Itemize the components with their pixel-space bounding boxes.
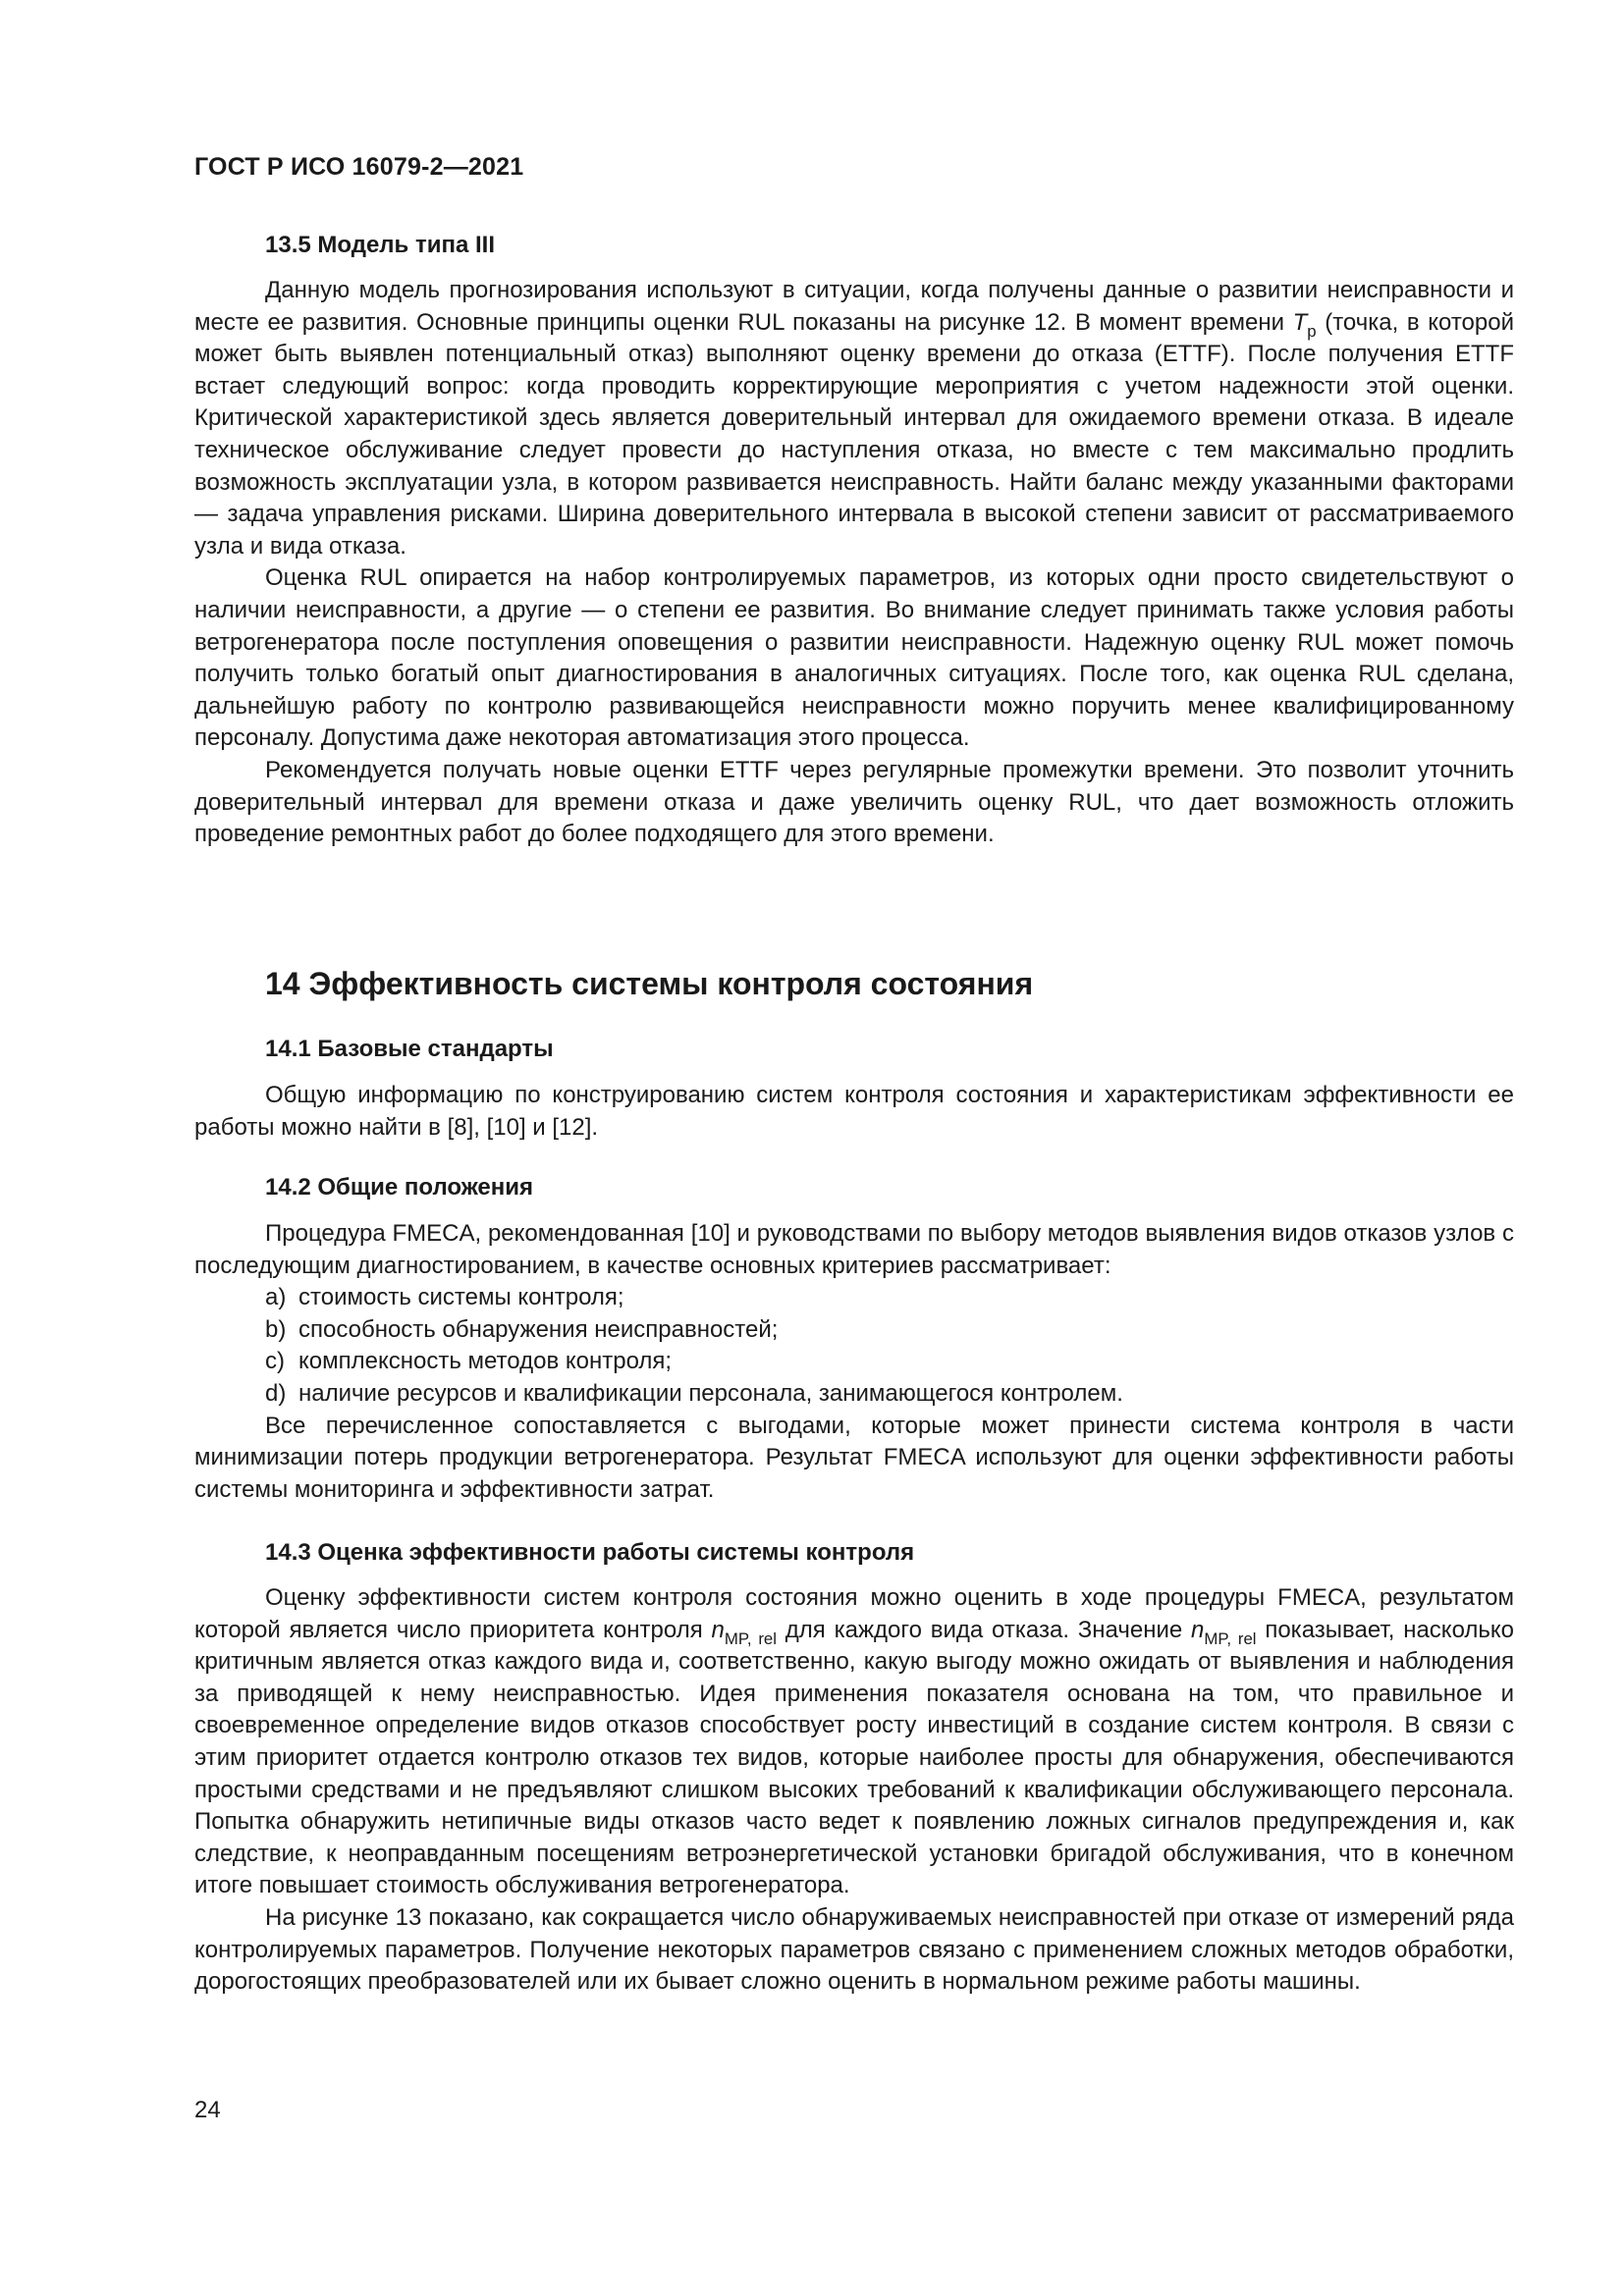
subscript: p [1307, 321, 1317, 341]
paragraph: Общую информацию по конструированию систем контроля состояния и характеристикам эффективности ее работы можно найти в [8], [10] и [12]. [194, 1082, 1514, 1141]
paragraph: Рекомендуется получать новые оценки ETTF через регулярные промежутки времени. Это позволит уточнить доверительный интервал для времени отказа и даже увеличить оценку RUL, что дает возможность отложить проведение ремонтных работ до более подходящего для этого времени. [194, 756, 1514, 848]
variable: T [1292, 308, 1308, 336]
paragraph: Все перечисленное сопоставляется с выгодами, которые может принести система контроля в части минимизации потерь продукции ветрогенератора. Результат FMECA используют для оценки эффективности работы системы мониторинга и эффективности затрат. [194, 1412, 1514, 1503]
subscript: MP, rel [724, 1629, 777, 1648]
paragraph: Оценка RUL опирается на набор контролируемых параметров, из которых одни просто свидетельствуют о наличии неисправности, а другие — о степени ее развития. Во внимание следует принимать также условия работы ветрогенератора после поступления оповещения о развитии неисправности. Надежную оценку RUL может помочь получить только богатый опыт диагностирования в аналогичных ситуациях. После того, как оценка RUL сделана, дальнейшую работу по контролю развивающейся неисправности можно поручить менее квалифицированному персоналу. Допустима даже некоторая автоматизация этого процесса. [194, 564, 1514, 752]
section-14-1-body [194, 1080, 1514, 1144]
variable: n [711, 1616, 725, 1643]
list-item: a) стоимость системы контроля; [265, 1284, 624, 1311]
section-14-1-heading: 14.1 Базовые стандарты [265, 1036, 554, 1062]
paragraph: Оценку эффективности систем контроля состояния можно оценить в ходе процедуры FMECA, результатом которой является число приоритета контроля $n_{MP, rel}$ для каждого вида отказа. Значение $n_{MP, rel}$ показывает, насколько критичным является отказ каждого вида и, соответственно, какую выгоду можно ожидать от выявления и наблюдения за приводящей к нему неисправностью. Идея применения показателя основана на том, что правильное и своевременное определение видов отказов способствует росту инвестиций в создание систем контроля. В связи с этим приоритет отдается контролю отказов тех видов, которые наиболее просты для обнаружения, обеспечиваются простыми средствами и не предъявляют слишком высоких требований к квалификации обслуживающего персонала. Попытка обнаружить нетипичные виды отказов часто ведет к появлению ложных сигналов предупреждения и, как следствие, к неоправданным посещениям ветроэнергетической установки бригадой обслуживания, что в конечном итоге повышает стоимость обслуживания ветрогенератора. [194, 1584, 1515, 1899]
subscript: MP, rel [1204, 1629, 1257, 1648]
paragraph: Процедура FMECA, рекомендованная [10] и руководствами по выбору методов выявления видов отказов узлов с последующим диагностированием, в качестве основных критериев рассматривает: [194, 1220, 1514, 1279]
section-13-5-body [194, 275, 1514, 851]
section-14-heading: 14 Эффективность системы контроля состояния [265, 966, 1034, 1001]
paragraph: На рисунке 13 показано, как сокращается число обнаруживаемых неисправностей при отказе от измерений ряда контролируемых параметров. Получение некоторых параметров связано с применением сложных методов обработки, дорогостоящих преобразователей или их бывает сложно оценить в нормальном режиме работы машины. [194, 1903, 1514, 1996]
section-14-2-heading: 14.2 Общие положения [265, 1174, 534, 1201]
section-14-3-body [194, 1582, 1514, 1999]
section-14-3-heading: 14.3 Оценка эффективности работы системы контроля [265, 1539, 915, 1566]
list-item: b) способность обнаружения неисправностей; [265, 1315, 779, 1343]
section-14-2-body [194, 1218, 1514, 1506]
list-item: d) наличие ресурсов и квалификации персонала, занимающегося контролем. [265, 1379, 1123, 1407]
page-number: 24 [194, 2097, 221, 2123]
paragraph: Данную модель прогнозирования используют в ситуации, когда получены данные о развитии неисправности и месте ее развития. Основные принципы оценки RUL показаны на рисунке 12. В момент времени $T_p$ (точка, в которой может быть выявлен потенциальный отказ) выполняют оценку времени до отказа (ETTF). После получения ETTF встает следующий вопрос: когда проводить корректирующие мероприятия с учетом надежности этой оценки. Критической характеристикой здесь является доверительный интервал для ожидаемого времени отказа. В идеале техническое обслуживание следует провести до наступления отказа, но вместе с тем максимально продлить возможность эксплуатации узла, в котором развивается неисправность. Найти баланс между указанными факторами — задача управления рисками. Ширина доверительного интервала в высокой степени зависит от рассматриваемого узла и вида отказа. [194, 277, 1514, 560]
list-item: c) комплексность методов контроля; [265, 1348, 673, 1375]
document-header: ГОСТ Р ИСО 16079-2—2021 [194, 153, 524, 181]
section-13-5-heading: 13.5 Модель типа III [265, 232, 495, 258]
variable: n [1191, 1616, 1205, 1643]
